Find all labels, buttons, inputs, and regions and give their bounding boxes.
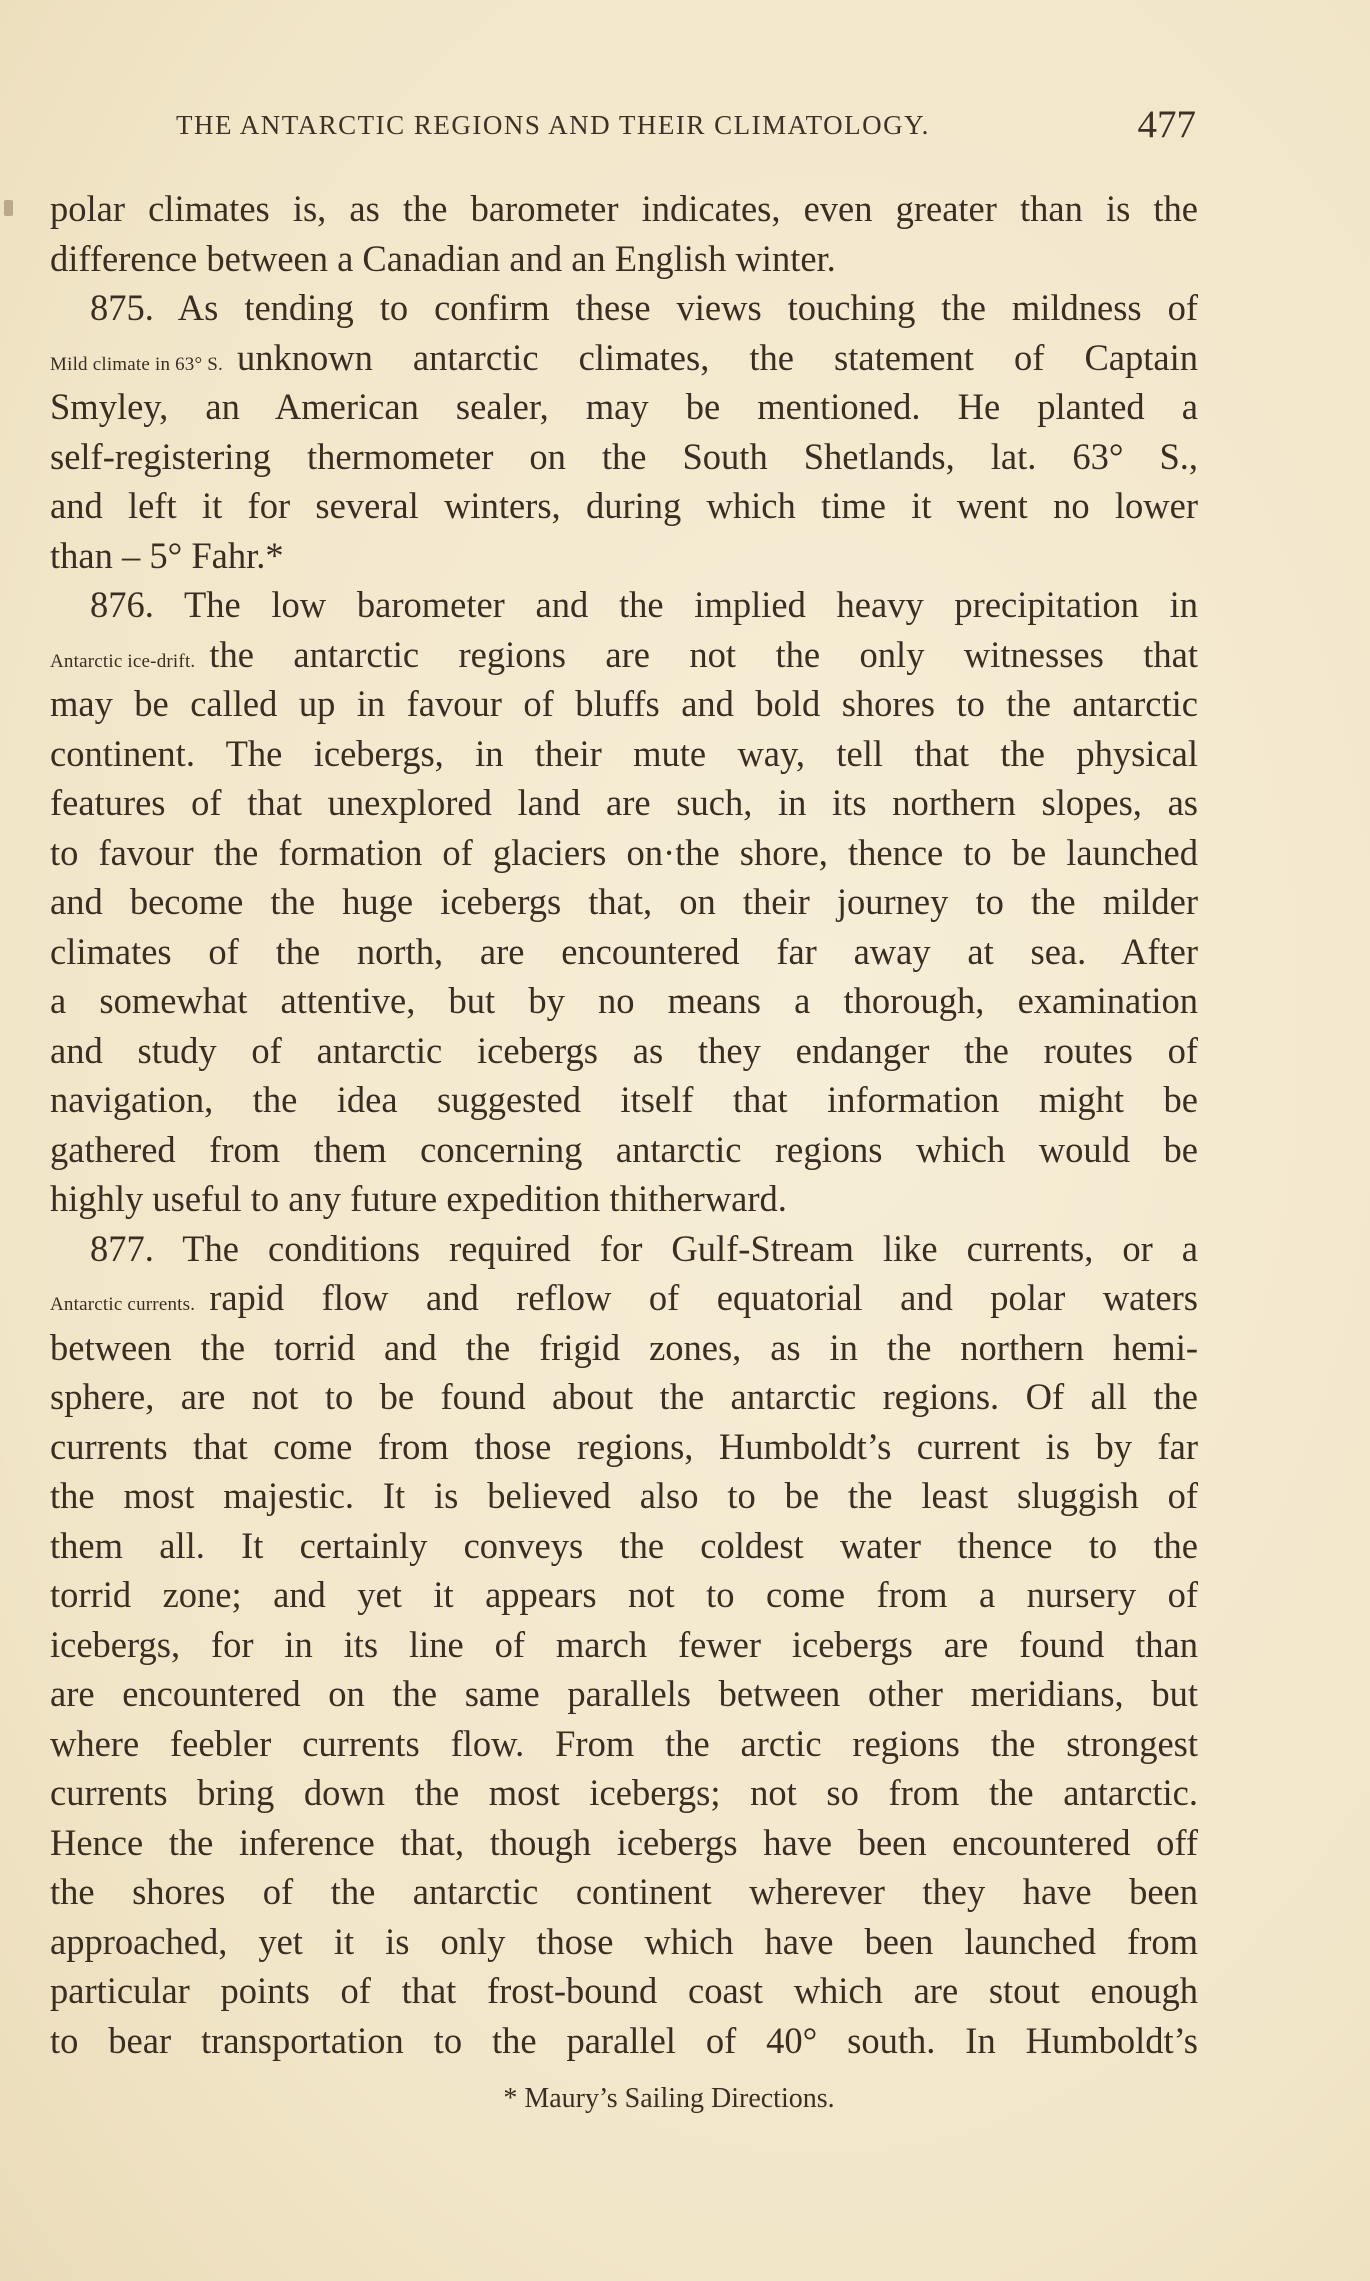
text-line: navigation, the idea suggested itself that information might be xyxy=(50,1079,1198,1120)
text-line: to bear transportation to the parallel of 40° south. In Humboldt’s xyxy=(50,2019,1198,2061)
text-line: approached, yet it is only those which have been launched from xyxy=(50,1920,1198,1962)
text-line: Hence the inference that, though icebergs have been encountered off xyxy=(50,1821,1198,1863)
text-line: than – 5° Fahr.* xyxy=(50,534,284,576)
side-note-currents: Antarctic currents. xyxy=(50,1294,196,1315)
text-line: and become the huge icebergs that, on their journey to the milder xyxy=(50,881,1198,922)
text-line: highly useful to any future expedition thitherward. xyxy=(50,1178,787,1219)
text-line: and left it for several winters, during which time it went no lower xyxy=(50,485,1198,526)
text-line: particular points of that frost-bound coast which are stout enough xyxy=(50,1970,1198,2011)
text-line: 876. The low barometer and the implied heavy precipitation in xyxy=(90,584,1198,625)
text-line: gathered from them concerning antarctic regions which would be xyxy=(50,1128,1198,1170)
text-line: to favour the formation of glaciers on·the shore, thence to be launched xyxy=(50,831,1198,873)
text-line: climates of the north, are encountered far away at sea. After xyxy=(50,930,1198,972)
text-line-content: the antarctic regions are not the only witnesses that xyxy=(209,633,1198,675)
text-line: difference between a Canadian and an English winter. xyxy=(50,237,836,279)
side-note-mild-climate: Mild climate in 63° S. xyxy=(50,353,223,375)
text-line: continent. The icebergs, in their mute way, tell that the physical xyxy=(50,732,1198,774)
text-line: 877. The conditions required for Gulf-Stream like currents, or a xyxy=(90,1227,1198,1269)
text-line xyxy=(50,1273,1198,1323)
text-line: the most majestic. It is believed also to be the least sluggish of xyxy=(50,1475,1198,1516)
body-text xyxy=(50,184,1198,2065)
text-line: between the torrid and the frigid zones, as in the northern hemi- xyxy=(50,1326,1198,1368)
text-line-content: unknown antarctic climates, the statement of Captain xyxy=(236,336,1198,378)
text-line: Smyley, an American sealer, may be mentioned. He planted a xyxy=(50,386,1198,427)
text-line: currents that come from those regions, Humboldt’s current is by far xyxy=(50,1425,1198,1467)
text-line: currents bring down the most icebergs; not so from the antarctic. xyxy=(50,1772,1198,1813)
text-line: them all. It certainly conveys the coldest water thence to the xyxy=(50,1524,1198,1566)
text-line: and study of antarctic icebergs as they endanger the routes of xyxy=(50,1029,1198,1071)
text-line: sphere, are not to be found about the antarctic regions. Of all the xyxy=(50,1376,1198,1417)
text-line: are encountered on the same parallels between other meridians, but xyxy=(50,1673,1198,1714)
text-line: polar climates is, as the barometer indicates, even greater than is the xyxy=(50,188,1198,229)
running-head: THE ANTARCTIC REGIONS AND THEIR CLIMATOLOGY. xyxy=(176,110,930,140)
text-line: torrid zone; and yet it appears not to come from a nursery of xyxy=(50,1574,1198,1615)
text-line xyxy=(50,630,1198,680)
text-line xyxy=(50,333,1198,383)
text-line: features of that unexplored land are such, in its northern slopes, as xyxy=(50,782,1198,823)
margin-mark xyxy=(4,200,13,216)
footnote-text: * Maury’s Sailing Directions. xyxy=(503,2083,835,2114)
page-number: 477 xyxy=(1137,103,1196,146)
footnote xyxy=(0,2083,1370,2115)
text-line: where feebler currents flow. From the arctic regions the strongest xyxy=(50,1722,1198,1764)
text-line-content: rapid flow and reflow of equatorial and polar waters xyxy=(209,1277,1198,1318)
side-note-ice-drift: Antarctic ice-drift. xyxy=(50,650,196,672)
text-line: self-registering thermometer on the South Shetlands, lat. 63° S., xyxy=(50,435,1198,477)
text-line: may be called up in favour of bluffs and bold shores to the antarctic xyxy=(50,683,1198,724)
text-line: icebergs, for in its line of march fewer icebergs are found than xyxy=(50,1623,1198,1665)
text-line: 875. As tending to confirm these views touching the mildness of xyxy=(90,287,1198,328)
text-line: the shores of the antarctic continent wherever they have been xyxy=(50,1871,1198,1912)
page-header xyxy=(176,102,1196,154)
text-line: a somewhat attentive, but by no means a thorough, examination xyxy=(50,980,1198,1021)
